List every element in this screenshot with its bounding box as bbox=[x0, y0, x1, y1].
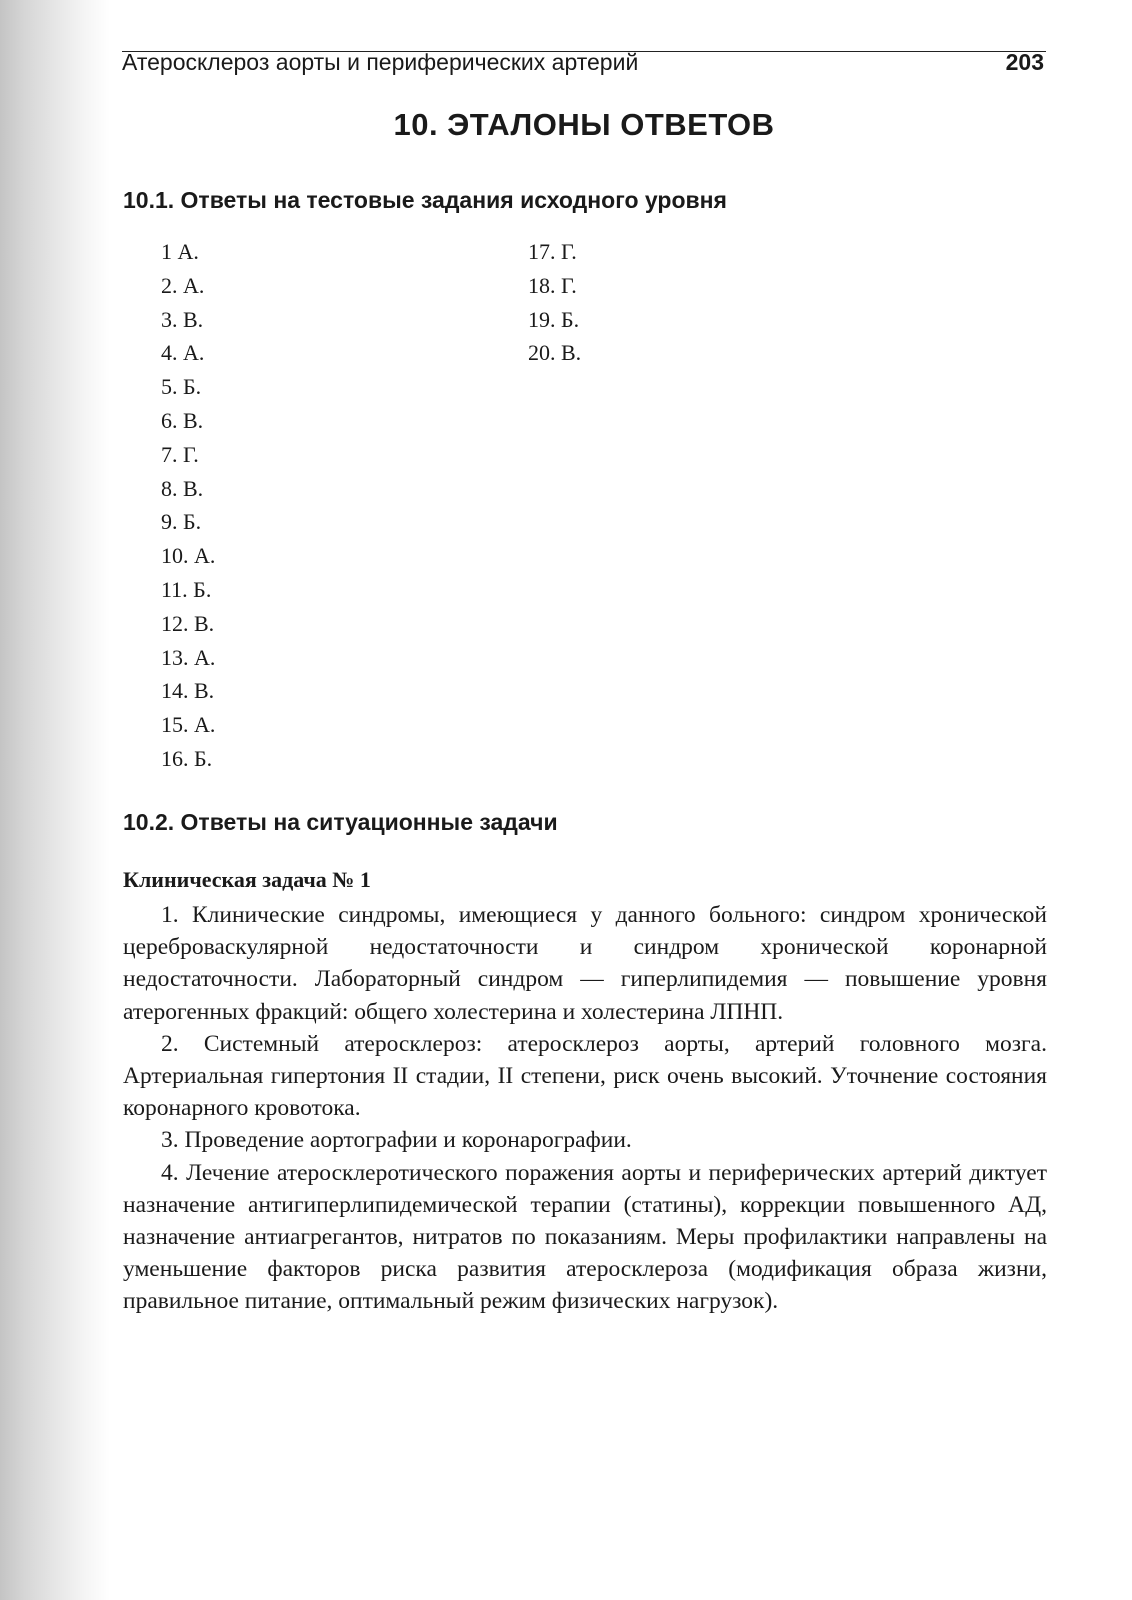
running-head-title: Атеросклероз аорты и периферических артерий bbox=[122, 49, 639, 75]
clinical-task-title: Клиническая задача № 1 bbox=[123, 867, 371, 892]
answer-item: 19. Б. bbox=[528, 306, 580, 332]
answer-item: 17. Г. bbox=[528, 239, 577, 264]
running-head bbox=[122, 48, 1046, 75]
answer-item: 14. В. bbox=[161, 678, 215, 704]
answer-item: 1 А. bbox=[161, 239, 199, 264]
answer-item: 2. А. bbox=[161, 272, 205, 298]
answer-item: 9. Б. bbox=[161, 509, 202, 535]
answers-column-2 bbox=[528, 235, 581, 370]
answer-item: 20. В. bbox=[528, 340, 582, 366]
answer-paragraph: 4. Лечение атеросклеротического поражения аорты и периферических артерий диктует назначение антигиперлипидемической терапии (статины), коррекции повышенного АД, назначение антиагрегантов, нитратов по показаниям. Меры профилактики направлены на уменьшение факторов риска развития атеросклероза (модификация образа жизни, правильное питание, оптимальный режим физических нагрузок). bbox=[123, 1159, 1047, 1315]
answer-paragraph: 1. Клинические синдромы, имеющиеся у данного больного: синдром хронической цереброваскулярной недостаточности и синдром хронической коронарной недостаточности. Лабораторный синдром — гиперлипидемия — повышение уровня атерогенных фракций: общего холестерина и холестерина ЛПНП. bbox=[123, 902, 1047, 1025]
answer-item: 5. Б. bbox=[161, 374, 202, 400]
answer-item: 15. А. bbox=[161, 712, 216, 738]
answer-item: 10. А. bbox=[161, 543, 216, 569]
answer-item: 8. В. bbox=[161, 475, 204, 501]
answer-item: 6. В. bbox=[161, 407, 204, 433]
section-title-test-answers: 10.1. Ответы на тестовые задания исходного уровня bbox=[123, 187, 727, 213]
answer-item: 16. Б. bbox=[161, 745, 213, 771]
answer-item: 11. Б. bbox=[161, 576, 212, 602]
answer-item: 12. В. bbox=[161, 610, 215, 636]
answer-paragraph: 2. Системный атеросклероз: атеросклероз аорты, артерий головного мозга. Артериальная гипертония II стадии, II степени, риск очень высокий. Уточнение состояния коронарного кровотока. bbox=[123, 1030, 1047, 1122]
answers-column-1 bbox=[161, 235, 215, 776]
clinical-task-answer-text bbox=[123, 899, 1047, 1318]
chapter-title: 10. ЭТАЛОНЫ ОТВЕТОВ bbox=[393, 107, 775, 142]
answer-item: 7. Г. bbox=[161, 441, 199, 467]
answer-item: 4. А. bbox=[161, 340, 205, 366]
answer-paragraph: 3. Проведение аортографии и коронарографии. bbox=[161, 1127, 632, 1154]
answer-item: 18. Г. bbox=[528, 272, 577, 298]
answer-item: 13. А. bbox=[161, 644, 216, 670]
section-title-situational-answers: 10.2. Ответы на ситуационные задачи bbox=[123, 809, 558, 835]
page-number: 203 bbox=[1005, 49, 1044, 75]
answer-item: 3. В. bbox=[161, 306, 204, 332]
